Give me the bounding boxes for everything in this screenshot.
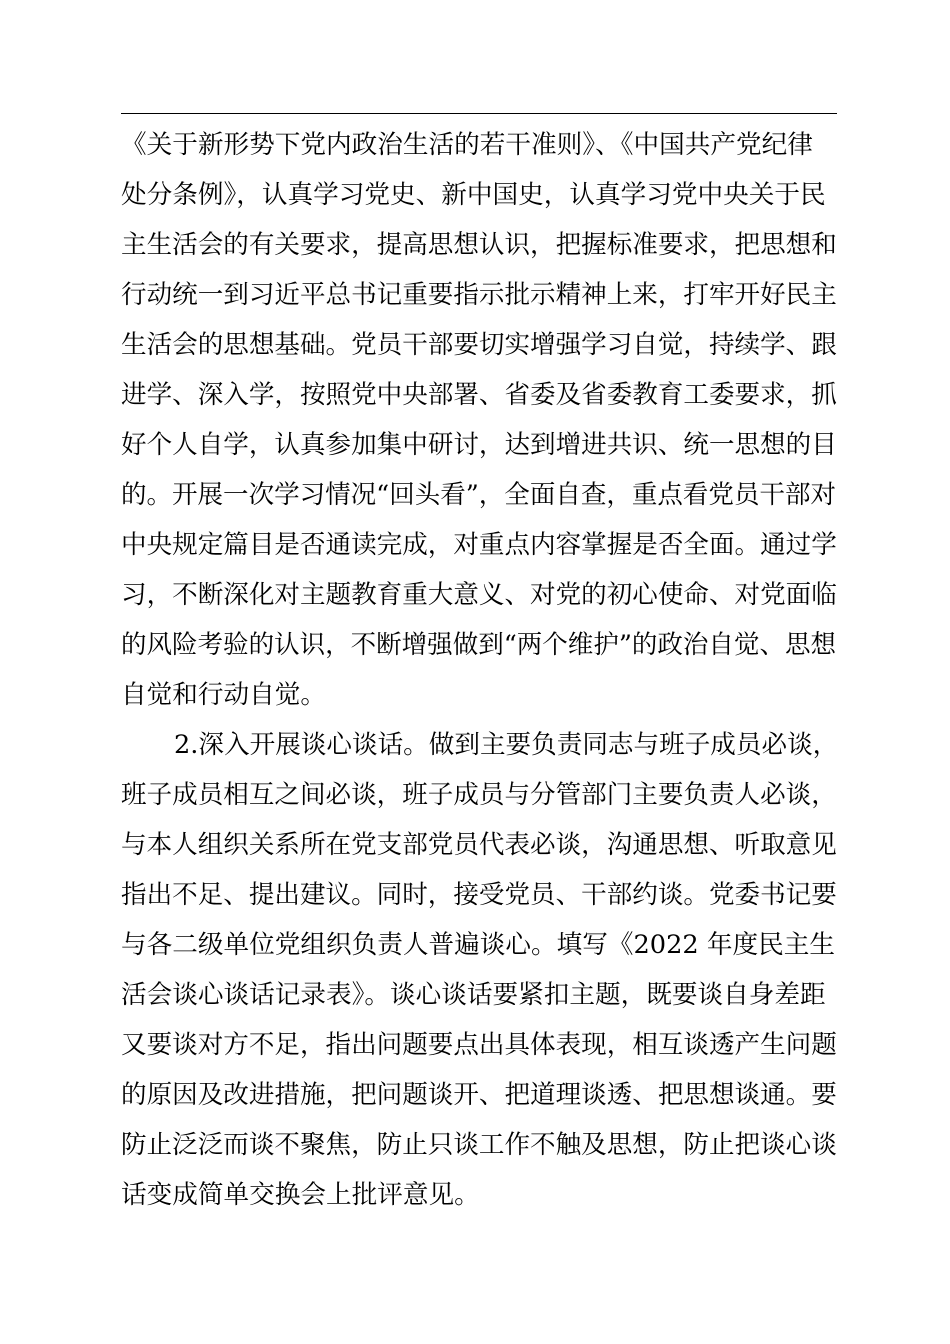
- text-line: 主生活会的有关要求，提高思想认识，把握标准要求，把思想和: [121, 230, 837, 260]
- text-line: 的风险考验的认识，不断增强做到“两个维护”的政治自觉、思想: [121, 630, 837, 660]
- text-line: 自觉和行动自觉。: [121, 680, 326, 710]
- text-line: 防止泛泛而谈不聚焦，防止只谈工作不触及思想，防止把谈心谈: [121, 1130, 837, 1160]
- header-divider: [121, 113, 837, 114]
- text-line: 中央规定篇目是否通读完成，对重点内容掌握是否全面。通过学: [121, 530, 837, 560]
- text-line: 《关于新形势下党内政治生活的若干准则》、《中国共产党纪律: [121, 130, 813, 160]
- text-line: 行动统一到习近平总书记重要指示批示精神上来，打牢开好民主: [121, 280, 837, 310]
- text-line: 2.深入开展谈心谈话。做到主要负责同志与班子成员必谈，: [174, 730, 839, 760]
- text-line: 活会谈心谈话记录表》。谈心谈话要紧扣主题，既要谈自身差距: [121, 980, 826, 1010]
- text-line: 的。开展一次学习情况“回头看”，全面自查，重点看党员干部对: [121, 480, 837, 510]
- text-line: 习，不断深化对主题教育重大意义、对党的初心使命、对党面临: [121, 580, 837, 610]
- text-line: 进学、深入学，按照党中央部署、省委及省委教育工委要求，抓: [121, 380, 837, 410]
- text-line: 指出不足、提出建议。同时，接受党员、干部约谈。党委书记要: [121, 880, 837, 910]
- text-line: 班子成员相互之间必谈，班子成员与分管部门主要负责人必谈，: [121, 780, 837, 810]
- text-line: 生活会的思想基础。党员干部要切实增强学习自觉，持续学、跟: [121, 330, 837, 360]
- text-line: 的原因及改进措施，把问题谈开、把道理谈透、把思想谈通。要: [121, 1080, 837, 1110]
- text-line: 好个人自学，认真参加集中研讨，达到增进共识、统一思想的目: [121, 430, 837, 460]
- text-line: 话变成简单交换会上批评意见。: [121, 1180, 480, 1210]
- text-line: 与本人组织关系所在党支部党员代表必谈，沟通思想、听取意见: [121, 830, 837, 860]
- text-line: 处分条例》，认真学习党史、新中国史，认真学习党中央关于民: [121, 180, 826, 210]
- text-line: 与各二级单位党组织负责人普遍谈心。填写《2022 年度民主生: [121, 930, 835, 960]
- body-text: [121, 120, 861, 1220]
- text-line: 又要谈对方不足，指出问题要点出具体表现，相互谈透产生问题: [121, 1030, 837, 1060]
